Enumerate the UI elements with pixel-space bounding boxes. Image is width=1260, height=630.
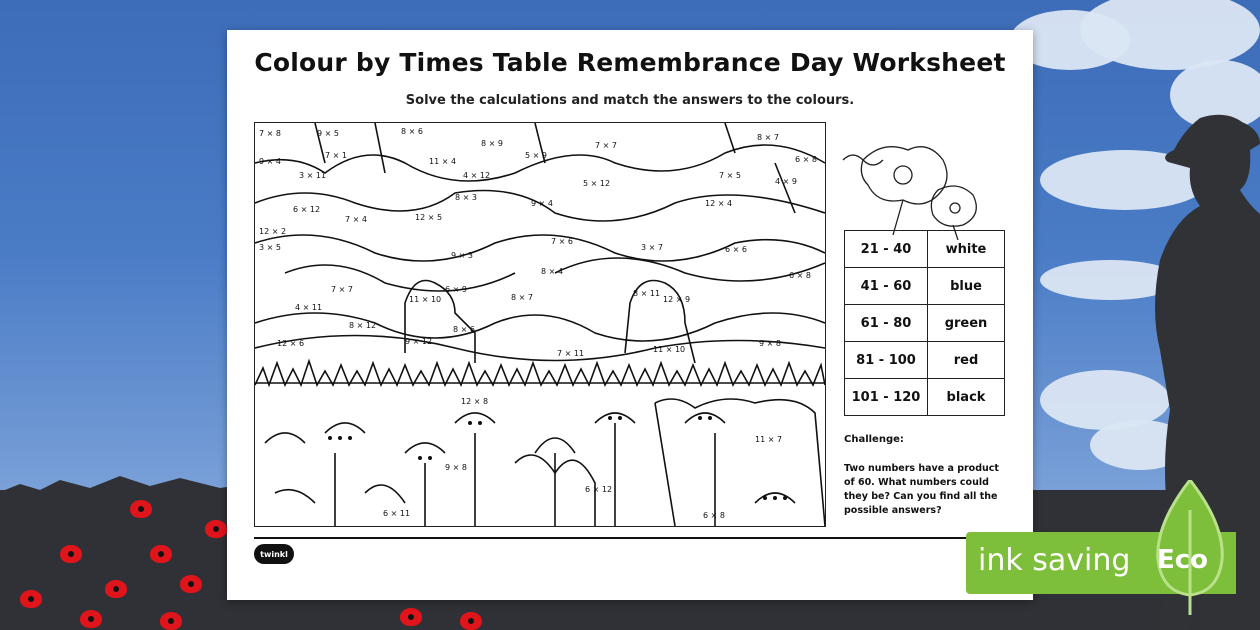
- calculation-label: 7 × 5: [719, 171, 741, 180]
- calculation-label: 9 × 8: [445, 463, 467, 472]
- calculation-label: 6 × 6: [725, 245, 747, 254]
- calculation-label: 8 × 6: [453, 325, 475, 334]
- poppy-icon: [80, 610, 102, 628]
- calculation-label: 7 × 6: [551, 237, 573, 246]
- worksheet-subtitle: Solve the calculations and match the answers to the colours.: [405, 93, 855, 108]
- eco-label: Eco: [1157, 545, 1209, 575]
- key-row: [845, 342, 1005, 379]
- poppy-icon: [400, 608, 422, 626]
- key-colour: black: [928, 379, 1005, 416]
- calculation-label: 8 × 4: [541, 267, 563, 276]
- calculation-label: 9 × 8: [759, 339, 781, 348]
- poppy-icon: [60, 545, 82, 563]
- challenge-text: Two numbers have a product of 60. What numbers could they be? Can you find all the possible answers?: [844, 463, 999, 516]
- calculation-label: 11 × 7: [755, 435, 783, 444]
- key-colour: red: [928, 342, 1005, 379]
- calculation-label: 6 × 12: [293, 205, 321, 214]
- calculation-label: 12 × 8: [461, 397, 489, 406]
- colouring-outline: [255, 123, 825, 526]
- calculation-label: 12 × 9: [663, 295, 691, 304]
- calculation-label: 6 × 8: [703, 511, 725, 520]
- key-colour: blue: [928, 268, 1005, 305]
- calculation-label: 12 × 6: [277, 339, 305, 348]
- key-range: 41 - 60: [845, 268, 928, 305]
- key-range: 21 - 40: [845, 231, 928, 268]
- calculation-label: 8 × 9: [481, 139, 503, 148]
- colour-key-table: [844, 230, 1005, 416]
- calculation-label: 5 × 9: [525, 151, 547, 160]
- poppy-icon: [105, 580, 127, 598]
- key-range: 61 - 80: [845, 305, 928, 342]
- ink-saving-label: ink saving: [978, 543, 1131, 578]
- poppy-icon: [20, 590, 42, 608]
- worksheet-page: [227, 30, 1033, 600]
- calculation-label: 9 × 4: [531, 199, 553, 208]
- calculation-label: 12 × 5: [415, 213, 443, 222]
- calculation-label: 4 × 11: [295, 303, 323, 312]
- calculation-label: 8 × 7: [511, 293, 533, 302]
- poppy-icon: [130, 500, 152, 518]
- calculation-label: 7 × 8: [259, 129, 281, 138]
- calculation-label: 11 × 10: [409, 295, 442, 304]
- poppy-icon: [160, 612, 182, 630]
- calculation-label: 4 × 9: [775, 177, 797, 186]
- calculation-label: 9 × 5: [317, 129, 339, 138]
- calculation-label: 7 × 7: [331, 285, 353, 294]
- calculation-label: 7 × 7: [595, 141, 617, 150]
- calculation-label: 8 × 7: [757, 133, 779, 142]
- calculation-label: 8 × 12: [349, 321, 377, 330]
- poppy-icon: [460, 612, 482, 630]
- calculation-label: 12 × 2: [259, 227, 287, 236]
- calculation-label: 6 × 11: [383, 509, 411, 518]
- calculation-label: 6 × 12: [585, 485, 613, 494]
- calculation-label: 12 × 4: [705, 199, 733, 208]
- calculation-label: 11 × 4: [429, 157, 457, 166]
- calculation-label: 9 × 4: [259, 157, 281, 166]
- calculation-label: 4 × 12: [463, 171, 491, 180]
- key-colour: green: [928, 305, 1005, 342]
- calculation-label: 3 × 5: [259, 243, 281, 252]
- key-range: 81 - 100: [845, 342, 928, 379]
- key-row: [845, 231, 1005, 268]
- calculation-label: 6 × 9: [445, 285, 467, 294]
- calculation-label: 9 × 3: [451, 251, 473, 260]
- calculation-label: 7 × 4: [345, 215, 367, 224]
- calculation-label: 5 × 12: [583, 179, 611, 188]
- calculation-label: 9 × 12: [405, 337, 433, 346]
- calculation-label: 6 × 8: [789, 271, 811, 280]
- key-range: 101 - 120: [845, 379, 928, 416]
- poppy-drawing: [833, 140, 993, 240]
- twinkl-logo: twinkl: [254, 544, 294, 564]
- poppy-icon: [205, 520, 227, 538]
- poppy-icon: [180, 575, 202, 593]
- calculation-label: 7 × 1: [325, 151, 347, 160]
- poppy-icon: [150, 545, 172, 563]
- key-row: [845, 305, 1005, 342]
- key-colour: white: [928, 231, 1005, 268]
- calculation-label: 3 × 11: [299, 171, 327, 180]
- calculation-label: 8 × 11: [633, 289, 661, 298]
- colouring-picture: [254, 122, 826, 527]
- calculation-label: 8 × 3: [455, 193, 477, 202]
- calculation-label: 11 × 10: [653, 345, 686, 354]
- key-row: [845, 268, 1005, 305]
- challenge-title: Challenge:: [844, 434, 904, 445]
- calculation-label: 8 × 6: [401, 127, 423, 136]
- footer-divider: [254, 537, 1006, 539]
- worksheet-title: Colour by Times Table Remembrance Day Worksheet: [254, 48, 1006, 77]
- key-row: [845, 379, 1005, 416]
- calculation-label: 7 × 11: [557, 349, 585, 358]
- calculation-label: 6 × 8: [795, 155, 817, 164]
- calculation-label: 3 × 7: [641, 243, 663, 252]
